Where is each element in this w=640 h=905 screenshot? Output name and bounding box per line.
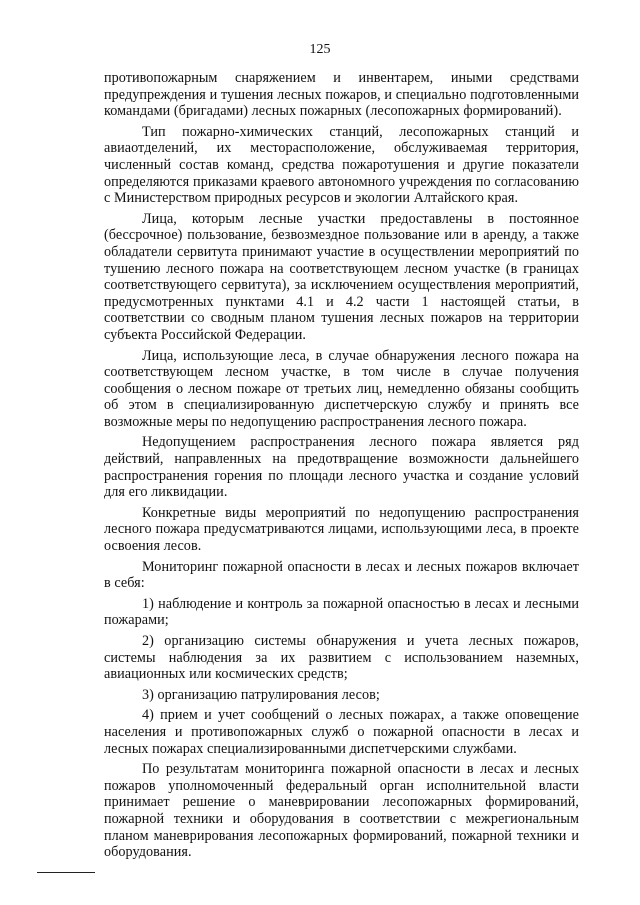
paragraph-fire-detection-duty: Лица, использующие леса, в случае обнаружения лесного пожара на соответствующем лесном участке, в том числе в случае получения сообщения о лесном пожаре от третьих лиц, немедленно обязаны сообщить об этом в специализированную диспетчерскую службу и принять все возможные меры по недопущению распространения лесного пожара. <box>104 347 579 430</box>
paragraph-station-types: Тип пожарно-химических станций, лесопожарных станций и авиаотделений, их месторасположение, обслуживаемая территория, численный состав команд, средства пожаротушения и другие показатели определяются приказами краевого автономного учреждения по согласованию с Министерством природных ресурсов и экологии Алтайского края. <box>104 123 579 207</box>
paragraph-monitoring-intro: Мониторинг пожарной опасности в лесах и лесных пожаров включает в себя: <box>104 558 579 592</box>
paragraph-spread-prevention-definition: Недопущением распространения лесного пожара является ряд действий, направленных на предотвращение возможности дальнейшего распространения горения по площади лесного участка и создание условий для его ликвидации. <box>104 434 579 501</box>
document-body <box>104 70 579 865</box>
list-item-4: 4) прием и учет сообщений о лесных пожарах, а также оповещение населения и противопожарных служб о пожарной опасности в лесах и лесных пожарах специализированными диспетчерскими службами. <box>104 707 579 757</box>
paragraph-continuation: противопожарным снаряжением и инвентарем, иными средствами предупреждения и тушения лесных пожаров, и специально подготовленными командами (бригадами) лесных пожарных (лесопожарных формирований). <box>104 70 579 120</box>
paragraph-monitoring-results: По результатам мониторинга пожарной опасности в лесах и лесных пожаров уполномоченный федеральный орган исполнительной власти принимает решение о маневрировании лесопожарных формирований, пожарной техники и оборудования в соответствии с межрегиональным планом маневрирования лесопожарных формирований, пожарной техники и оборудования. <box>104 761 579 861</box>
paragraph-specific-measures: Конкретные виды мероприятий по недопущению распространения лесного пожара предусматриваются лицами, использующими леса, в проекте освоения лесов. <box>104 504 579 555</box>
list-item-3: 3) организацию патрулирования лесов; <box>142 686 380 703</box>
list-item-2: 2) организацию системы обнаружения и учета лесных пожаров, системы наблюдения за их развитием с использованием наземных, авиационных или космических средств; <box>104 633 579 683</box>
footer-divider <box>37 872 95 873</box>
paragraph-land-users-participation: Лица, которым лесные участки предоставлены в постоянное (бессрочное) пользование, безвозмездное пользование или в аренду, а также обладатели сервитута принимают участие в осуществлении мероприятий по тушению лесного пожара на соответствующем лесном участке (в границах соответствующего сервитута), за исключением осуществления мероприятий, предусмотренных пунктами 4.1 и 4.2 части 1 настоящей статьи, в соответствии со сводным планом тушения лесных пожаров на территории субъекта Российской Федерации. <box>104 210 579 343</box>
page-number: 125 <box>309 42 331 57</box>
list-item-1: 1) наблюдение и контроль за пожарной опасностью в лесах и лесными пожарами; <box>104 595 579 629</box>
